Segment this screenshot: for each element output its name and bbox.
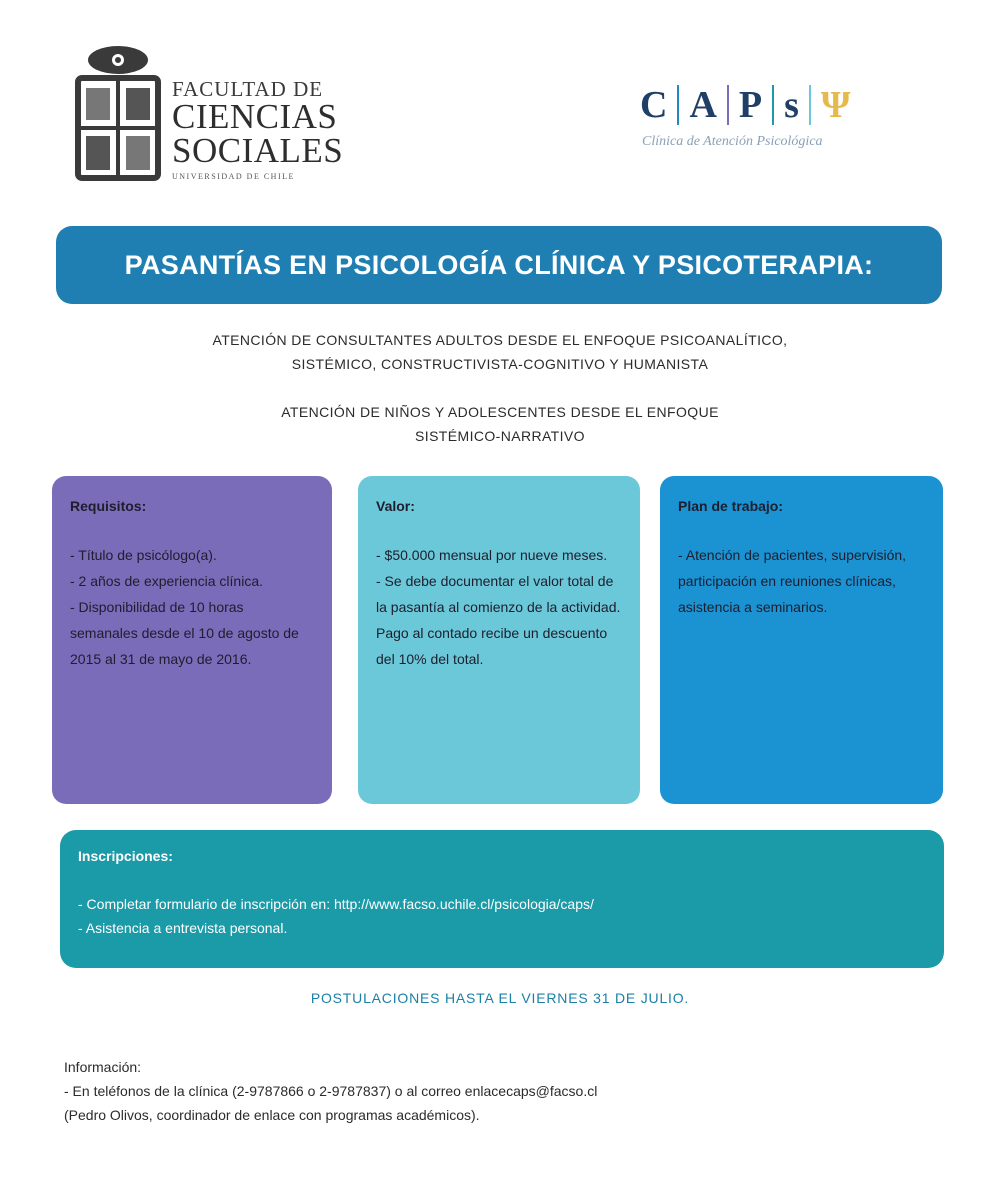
contact-info-title: Información: [64,1059,142,1075]
caps-letters [630,80,930,130]
caps-logo [630,80,930,170]
faculty-logo [72,38,372,188]
deadline-text: POSTULACIONES HASTA EL VIERNES 31 DE JULIO. [310,990,690,1006]
contact-info [64,1055,944,1127]
price-title: Valor: [376,498,415,514]
contact-info-line-2: (Pedro Olivos, coordinador de enlace con programas académicos). [64,1107,480,1123]
caps-subtitle: Clínica de Atención Psicológica [642,134,823,149]
requirements-title: Requisitos: [70,498,147,514]
title-banner [56,226,942,304]
work-plan-body: - Atención de pacientes, supervisión, participación en reuniones clínicas, asistencia a seminarios. [678,547,907,615]
adults-focus-line-2: SISTÉMICO, CONSTRUCTIVISTA-COGNITIVO Y HUMANISTA [291,356,709,372]
page-title: PASANTÍAS EN PSICOLOGÍA CLÍNICA Y PSICOTERAPIA: [124,249,874,280]
requirements-card [52,476,332,804]
faculty-line-4: UNIVERSIDAD DE CHILE [172,172,295,181]
work-plan-title: Plan de trabajo: [678,498,784,514]
faculty-line-3: SOCIALES [172,131,344,170]
registration-line-1: - Completar formulario de inscripción en: http://www.facso.uchile.cl/psicologia/caps/ [78,896,594,912]
children-focus-line-1: ATENCIÓN DE NIÑOS Y ADOLESCENTES DESDE EL ENFOQUE [281,404,719,420]
caps-letter-c: C [640,84,668,126]
contact-info-line-1: - En teléfonos de la clínica (2-9787866 o 2-9787837) o al correo enlacecaps@facso.cl [64,1083,598,1099]
caps-letter-a: A [689,84,717,126]
caps-letter-p: P [738,84,763,126]
header [0,0,1000,215]
price-body: - $50.000 mensual por nueve meses. - Se debe documentar el valor total de la pasantía al comienzo de la actividad. Pago al contado recibe un descuento del 10% del total. [376,547,621,667]
faculty-line-2: CIENCIAS [172,97,338,136]
children-focus-line-2: SISTÉMICO-NARRATIVO [415,428,585,444]
adults-focus-line-1: ATENCIÓN DE CONSULTANTES ADULTOS DESDE EL ENFOQUE PSICOANALÍTICO, [212,332,788,348]
registration-line-2: - Asistencia a entrevista personal. [78,920,288,936]
adults-focus [60,328,940,376]
caps-letter-s: s [784,84,799,126]
faculty-line-1: FACULTAD DE [172,77,324,101]
requirements-body: - Título de psicólogo(a). - 2 años de experiencia clínica. - Disponibilidad de 10 horas semanales desde el 10 de agosto de 2015 al 31 de mayo de 2016. [70,547,299,667]
children-focus [160,400,840,448]
registration-box [60,830,944,968]
faculty-text [172,78,432,181]
registration-title: Inscripciones: [78,848,173,864]
work-plan-card [660,476,943,804]
university-crest-icon [72,38,164,188]
price-card [358,476,640,804]
psi-icon: Ψ [820,84,851,126]
